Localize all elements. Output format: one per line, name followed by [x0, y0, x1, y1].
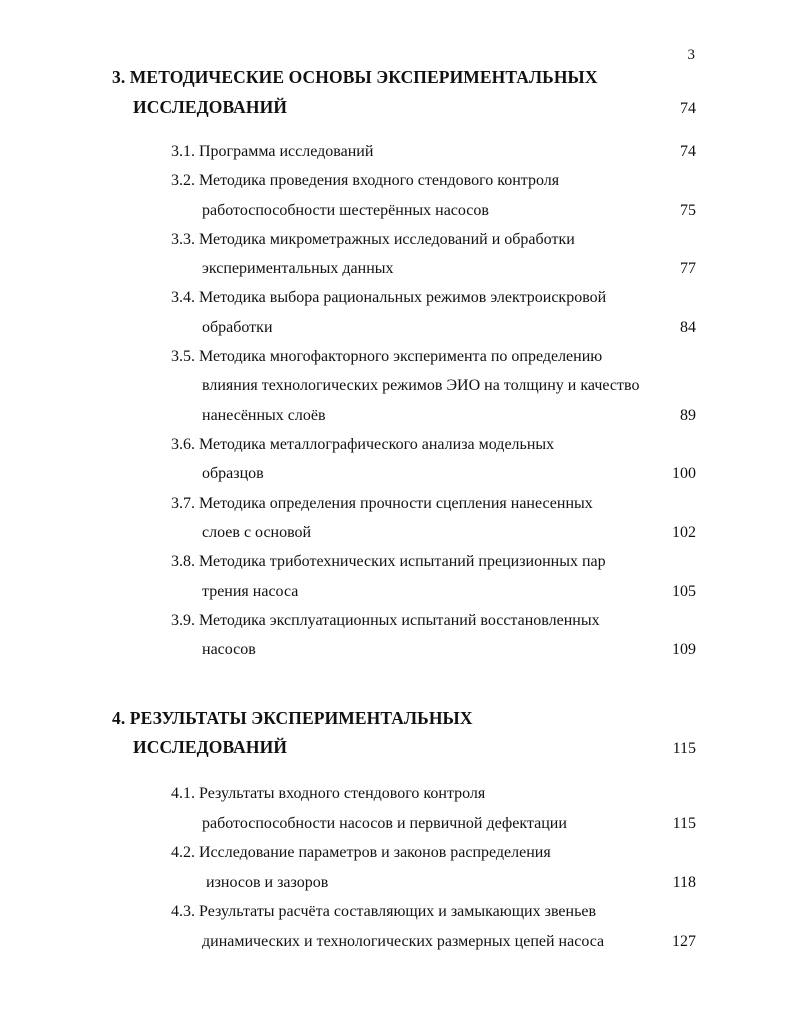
- toc-item-4-2-line1: 4.2. Исследование параметров и законов распределения: [171, 844, 551, 861]
- section-3-title-line1: 3. МЕТОДИЧЕСКИЕ ОСНОВЫ ЭКСПЕРИМЕНТАЛЬНЫХ: [112, 67, 598, 87]
- section-4-page: 115: [672, 740, 696, 757]
- toc-item-3-4-line1: 3.4. Методика выбора рациональных режимов электроискровой: [171, 289, 607, 306]
- page-number: 3: [687, 47, 695, 63]
- section-3-title-line2: ИССЛЕДОВАНИЙ: [133, 97, 288, 117]
- toc-item-4-3-page: 127: [672, 933, 696, 950]
- toc-item-4-2-page: 118: [672, 874, 696, 891]
- toc-item-3-4-line2: обработки: [202, 319, 273, 336]
- toc-item-3-6-line2: образцов: [202, 465, 264, 482]
- toc-item-3-8-page: 105: [672, 583, 696, 600]
- toc-item-3-5-line3: нанесённых слоёв: [202, 407, 326, 424]
- toc-item-4-1-page: 115: [672, 815, 696, 832]
- toc-item-3-9-page: 109: [672, 641, 696, 658]
- toc-item-3-8-line2: трения насоса: [202, 583, 299, 600]
- toc-item-3-9-line2: насосов: [202, 641, 256, 658]
- toc-item-4-3-line1: 4.3. Результаты расчёта составляющих и замыкающих звеньев: [171, 903, 597, 920]
- toc-item-3-6-line1: 3.6. Методика металлографического анализа модельных: [171, 436, 555, 453]
- toc-item-4-2-line2: износов и зазоров: [206, 874, 329, 891]
- toc-item-4-1-line1: 4.1. Результаты входного стендового контроля: [171, 785, 486, 802]
- toc-item-3-3-line2: экспериментальных данных: [202, 260, 394, 277]
- toc-item-3-1-line1: 3.1. Программа исследований: [171, 143, 374, 160]
- toc-item-3-7-line1: 3.7. Методика определения прочности сцепления нанесенных: [171, 495, 593, 512]
- toc-item-3-7-page: 102: [672, 524, 696, 541]
- section-4-title-line2: ИССЛЕДОВАНИЙ: [133, 737, 288, 757]
- toc-item-3-8-line1: 3.8. Методика триботехнических испытаний прецизионных пар: [171, 553, 606, 570]
- toc-item-3-6-page: 100: [672, 465, 696, 482]
- toc-item-3-7-line2: слоев с основой: [202, 524, 312, 541]
- toc-item-3-9-line1: 3.9. Методика эксплуатационных испытаний восстановленных: [171, 612, 600, 629]
- toc-item-3-5-line1: 3.5. Методика многофакторного эксперимента по определению: [171, 348, 603, 365]
- toc-item-3-1-page: 74: [680, 143, 696, 160]
- section-3-page: 74: [680, 100, 696, 117]
- toc-item-3-5-page: 89: [680, 407, 696, 424]
- toc-item-4-3-line2: динамических и технологических размерных цепей насоса: [202, 933, 605, 950]
- toc-item-3-2-page: 75: [680, 202, 696, 219]
- toc-item-4-1-line2: работоспособности насосов и первичной дефектации: [202, 815, 567, 832]
- section-4-title-line1: 4. РЕЗУЛЬТАТЫ ЭКСПЕРИМЕНТАЛЬНЫХ: [112, 708, 473, 728]
- toc-item-3-2-line1: 3.2. Методика проведения входного стендового контроля: [171, 172, 560, 189]
- toc-item-3-3-line1: 3.3. Методика микрометражных исследований и обработки: [171, 231, 575, 248]
- toc-item-3-3-page: 77: [680, 260, 696, 277]
- toc-item-3-2-line2: работоспособности шестерённых насосов: [202, 202, 489, 219]
- toc-item-3-5-line2: влияния технологических режимов ЭИО на толщину и качество: [202, 377, 640, 394]
- toc-item-3-4-page: 84: [680, 319, 696, 336]
